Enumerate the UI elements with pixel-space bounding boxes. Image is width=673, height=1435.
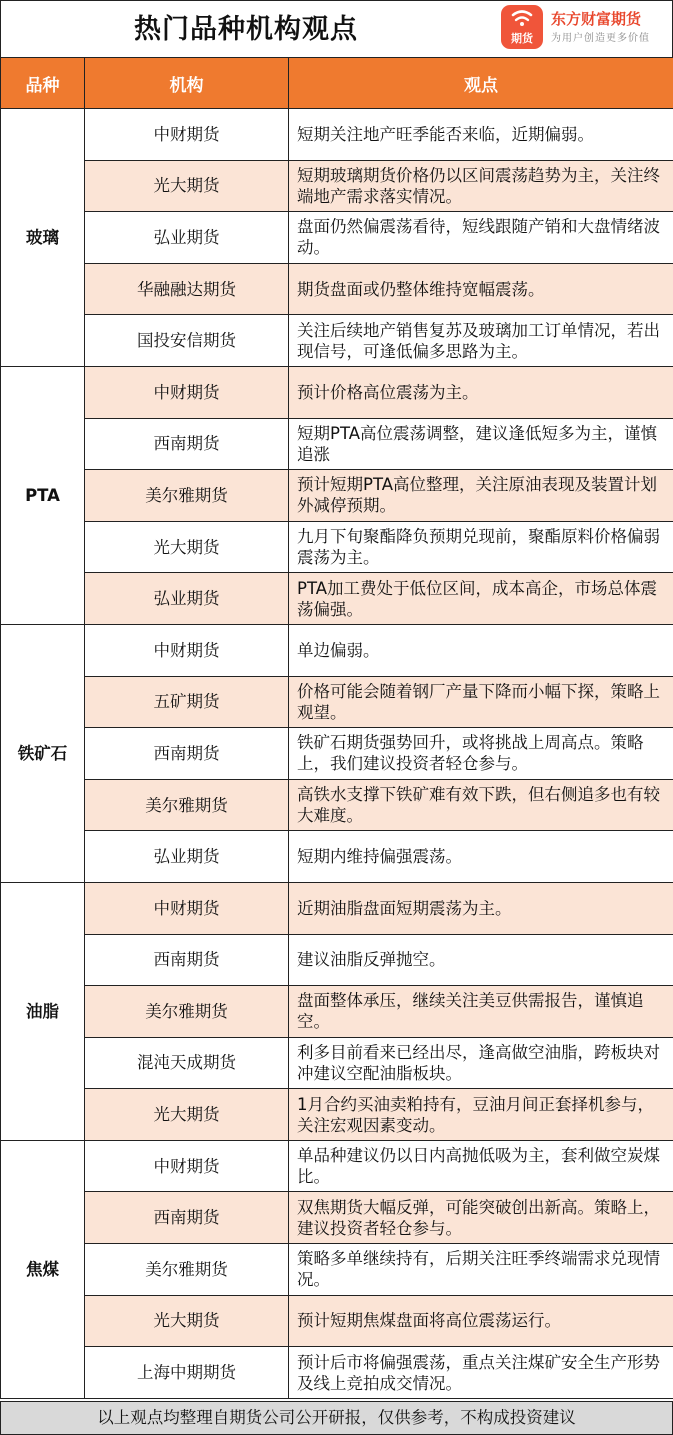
table-header-row	[1, 58, 673, 109]
table-row	[1, 521, 673, 573]
variety-cell: 玻璃	[1, 109, 85, 367]
view-cell: 近期油脂盘面短期震荡为主。	[289, 882, 673, 934]
variety-cell: PTA	[1, 366, 85, 624]
institution-cell: 弘业期货	[85, 212, 289, 264]
institution-cell: 国投安信期货	[85, 315, 289, 367]
table-row	[1, 986, 673, 1038]
institution-cell: 中财期货	[85, 882, 289, 934]
table-row	[1, 1192, 673, 1244]
view-cell: 期货盘面或仍整体维持宽幅震荡。	[289, 263, 673, 315]
view-cell: 建议油脂反弹抛空。	[289, 934, 673, 986]
view-cell: 利多目前看来已经出尽，逢高做空油脂，跨板块对冲建议空配油脂板块。	[289, 1037, 673, 1089]
institution-cell: 五矿期货	[85, 676, 289, 728]
table-row	[1, 470, 673, 522]
variety-cell: 油脂	[1, 882, 85, 1140]
institution-cell: 西南期货	[85, 728, 289, 780]
view-cell: 短期内维持偏强震荡。	[289, 831, 673, 883]
institution-cell: 西南期货	[85, 1192, 289, 1244]
view-cell: 预计短期焦煤盘面将高位震荡运行。	[289, 1295, 673, 1347]
table-row	[1, 366, 673, 418]
view-cell: 盘面仍然偏震荡看待，短线跟随产销和大盘情绪波动。	[289, 212, 673, 264]
institution-cell: 中财期货	[85, 109, 289, 161]
view-cell: PTA加工费处于低位区间，成本高企，市场总体震荡偏强。	[289, 573, 673, 625]
brand-slogan: 为用户创造更多价值	[551, 33, 650, 44]
swirl-icon	[510, 9, 534, 29]
table-row	[1, 573, 673, 625]
institution-cell: 光大期货	[85, 1089, 289, 1141]
view-cell: 单边偏弱。	[289, 624, 673, 676]
table-row	[1, 418, 673, 470]
variety-cell: 铁矿石	[1, 624, 85, 882]
table-row	[1, 109, 673, 161]
table-row	[1, 779, 673, 831]
table-row	[1, 1037, 673, 1089]
institution-cell: 光大期货	[85, 1295, 289, 1347]
column-header-institution: 机构	[85, 58, 289, 109]
brand-logo	[501, 5, 671, 53]
view-cell: 单品种建议仍以日内高抛低吸为主，套利做空炭煤比。	[289, 1140, 673, 1192]
table-row	[1, 1244, 673, 1296]
table-row	[1, 728, 673, 780]
table-row	[1, 315, 673, 367]
view-cell: 关注后续地产销售复苏及玻璃加工订单情况，若出现信号，可逢低偏多思路为主。	[289, 315, 673, 367]
views-table	[0, 57, 673, 1399]
table-row	[1, 160, 673, 212]
table-row	[1, 1140, 673, 1192]
view-cell: 策略多单继续持有，后期关注旺季终端需求兑现情况。	[289, 1244, 673, 1296]
view-cell: 预计价格高位震荡为主。	[289, 366, 673, 418]
institution-cell: 华融融达期货	[85, 263, 289, 315]
variety-cell: 焦煤	[1, 1140, 85, 1398]
institution-cell: 西南期货	[85, 418, 289, 470]
view-cell: 1月合约买油卖粕持有，豆油月间正套择机参与，关注宏观因素变动。	[289, 1089, 673, 1141]
institution-cell: 美尔雅期货	[85, 470, 289, 522]
table-row	[1, 1347, 673, 1399]
view-cell: 预计后市将偏强震荡，重点关注煤矿安全生产形势及线上竞拍成交情况。	[289, 1347, 673, 1399]
table-row	[1, 831, 673, 883]
logo-tag: 期货	[511, 32, 533, 45]
institution-cell: 上海中期期货	[85, 1347, 289, 1399]
table-row	[1, 882, 673, 934]
view-cell: 预计短期PTA高位整理，关注原油表现及装置计划外减停预期。	[289, 470, 673, 522]
view-cell: 九月下旬聚酯降负预期兑现前，聚酯原料价格偏弱震荡为主。	[289, 521, 673, 573]
institution-cell: 美尔雅期货	[85, 986, 289, 1038]
view-cell: 盘面整体承压，继续关注美豆供需报告，谨慎追空。	[289, 986, 673, 1038]
table-row	[1, 676, 673, 728]
institution-cell: 光大期货	[85, 160, 289, 212]
institution-cell: 弘业期货	[85, 831, 289, 883]
institution-cell: 光大期货	[85, 521, 289, 573]
table-row	[1, 1089, 673, 1141]
disclaimer-footer: 以上观点均整理自期货公司公开研报，仅供参考，不构成投资建议	[0, 1401, 673, 1435]
table-row	[1, 1295, 673, 1347]
brand-name: 东方财富期货	[551, 10, 642, 28]
column-header-variety: 品种	[1, 58, 85, 109]
institution-cell: 美尔雅期货	[85, 779, 289, 831]
view-cell: 铁矿石期货强势回升，或将挑战上周高点。策略上，我们建议投资者轻仓参与。	[289, 728, 673, 780]
view-cell: 高铁水支撑下铁矿难有效下跌，但右侧追多也有较大难度。	[289, 779, 673, 831]
title-bar	[0, 0, 673, 57]
page-title: 热门品种机构观点	[134, 14, 358, 45]
institution-cell: 中财期货	[85, 366, 289, 418]
view-cell: 短期玻璃期货价格仍以区间震荡趋势为主，关注终端地产需求落实情况。	[289, 160, 673, 212]
table-body	[1, 109, 673, 1399]
institution-cell: 西南期货	[85, 934, 289, 986]
institution-cell: 中财期货	[85, 1140, 289, 1192]
view-cell: 短期关注地产旺季能否来临，近期偏弱。	[289, 109, 673, 161]
institution-cell: 中财期货	[85, 624, 289, 676]
table-row	[1, 934, 673, 986]
institution-cell: 弘业期货	[85, 573, 289, 625]
swirl-logo-icon	[501, 5, 543, 49]
table-row	[1, 263, 673, 315]
view-cell: 价格可能会随着钢厂产量下降而小幅下探，策略上观望。	[289, 676, 673, 728]
table-row	[1, 212, 673, 264]
column-header-view: 观点	[289, 58, 673, 109]
institution-cell: 混沌天成期货	[85, 1037, 289, 1089]
view-cell: 双焦期货大幅反弹，可能突破创出新高。策略上，建议投资者轻仓参与。	[289, 1192, 673, 1244]
institution-cell: 美尔雅期货	[85, 1244, 289, 1296]
table-row	[1, 624, 673, 676]
view-cell: 短期PTA高位震荡调整，建议逢低短多为主，谨慎追涨	[289, 418, 673, 470]
